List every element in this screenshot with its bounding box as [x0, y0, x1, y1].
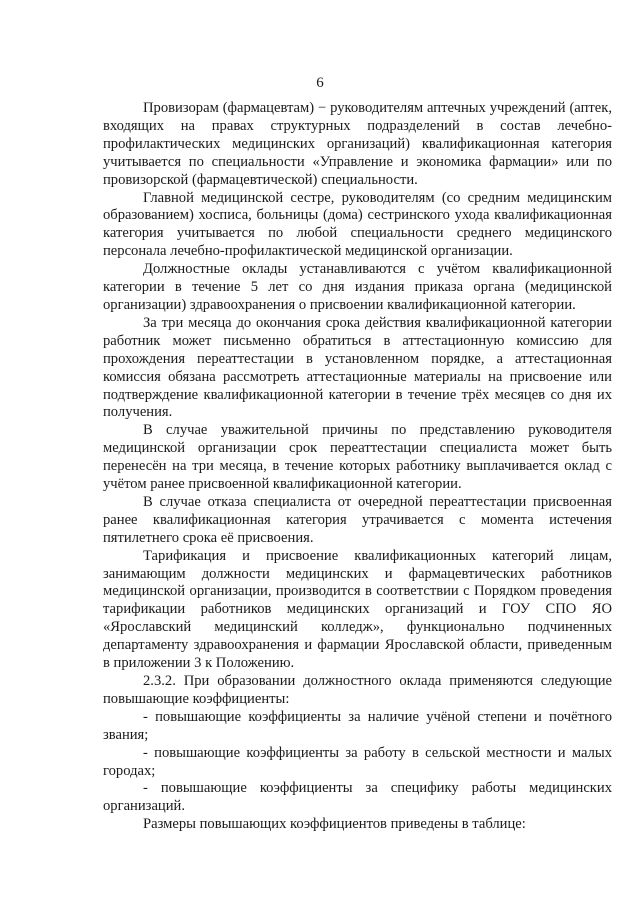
paragraph-salary-period: Должностные оклады устанавливаются с учётом квалификационной категории в течение 5 лет со дня издания приказа органа (медицинской организации) здравоохранения о присвоении квалификационной категории. [103, 261, 612, 313]
paragraph-reattestation-refusal: В случае отказа специалиста от очередной переаттестации присвоенная ранее квалификационная категория утрачивается с момента истечения пятилетнего срока её присвоения. [103, 493, 612, 546]
page-number: 6 [316, 75, 324, 91]
paragraph-table-reference: Размеры повышающих коэффициентов приведены в таблице: [143, 816, 526, 833]
document-body [103, 100, 612, 834]
paragraph-tariffication: Тарификация и присвоение квалификационных категорий лицам, занимающим должности медицинских и фармацевтических работников медицинской организации, производится в соответствии с Порядком проведения тарификации работников медицинских организаций и ГОУ СПО ЯО «Ярославский медицинский колледж», функционально подчиненных департаменту здравоохранения и фармации Ярославской области, приведенным в приложении 3 к Положению. [103, 547, 612, 672]
list-item-work-specifics: - повышающие коэффициенты за специфику работы медицинских организаций. [103, 780, 612, 815]
paragraph-section-2-3-2: 2.3.2. При образовании должностного оклада применяются следующие повышающие коэффициенты: [103, 673, 612, 707]
paragraph-reattestation-postpone: В случае уважительной причины по представлению руководителя медицинской организации срок переаттестации специалиста может быть перенесён на три месяца, в течение которых работнику выплачивается оклад с учётом ранее присвоенной квалификационной категории. [103, 422, 612, 493]
list-item-rural-work: - повышающие коэффициенты за работу в сельской местности и малых городах; [103, 744, 612, 779]
paragraph-pharmacist-category: Провизорам (фармацевтам) − руководителям аптечных учреждений (аптек, входящих на правах структурных подразделений в состав лечебно-профилактических медицинских организаций) квалификационная категория учитывается по специальности «Управление и экономика фармации» или по провизорской (фармацевтической) специальности. [103, 100, 612, 188]
paragraph-reattestation-request: За три месяца до окончания срока действия квалификационной категории работник может письменно обратиться в аттестационную комиссию для прохождения переаттестации в установленном порядке, а аттестационная комиссия обязана рассмотреть аттестационные материалы на присвоение или подтверждение квалификационной категории в течение трёх месяцев со дня их получения. [103, 314, 612, 421]
paragraph-head-nurse-category: Главной медицинской сестре, руководителям (со средним медицинским образованием) хосписа, больницы (дома) сестринского ухода квалификационная категория учитывается по любой специальности среднего медицинского персонала лечебно-профилактической медицинской организации. [103, 189, 612, 260]
list-item-academic-degree: - повышающие коэффициенты за наличие учёной степени и почётного звания; [103, 708, 612, 743]
